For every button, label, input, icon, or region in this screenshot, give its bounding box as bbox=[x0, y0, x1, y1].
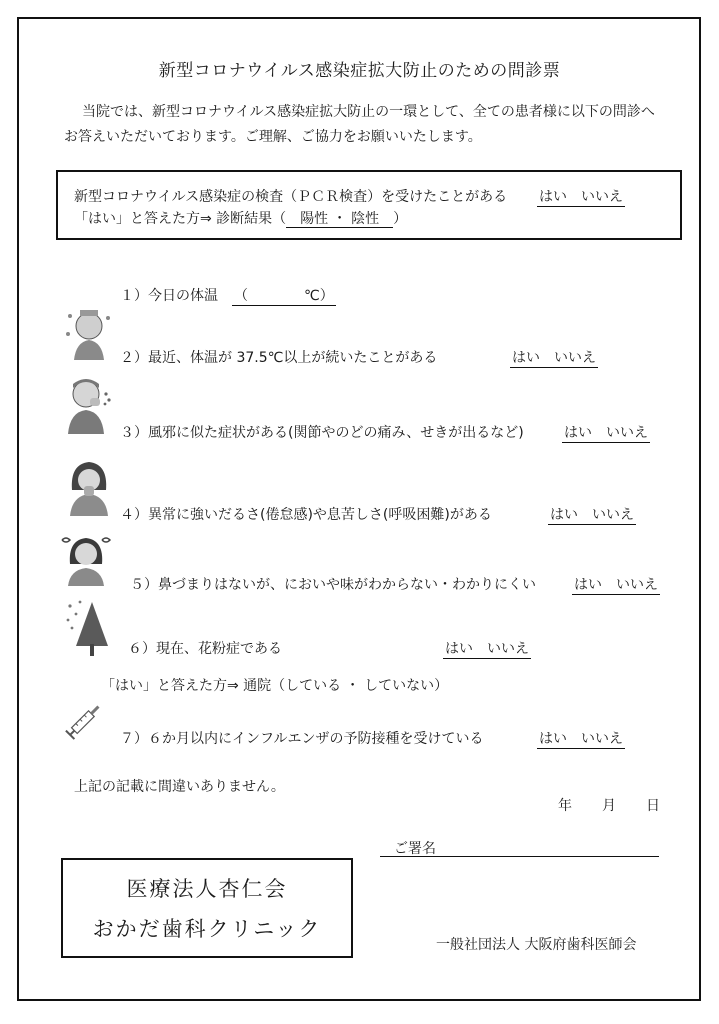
question-5-answer[interactable]: はい いいえ bbox=[574, 577, 658, 593]
date-day[interactable]: 日 bbox=[646, 798, 660, 814]
confirmation-text: 上記の記載に間違いありません。 bbox=[74, 779, 285, 795]
question-2: ２）最近、体温が 37.5℃以上が続いたことがある bbox=[120, 350, 438, 366]
intro-line-2: お答えいただいております。ご理解、ご協力をお願いいたします。 bbox=[64, 129, 482, 145]
pcr-followup-prefix: 「はい」と答えた方⇒ 診断結果（ bbox=[74, 211, 287, 227]
association-name: 一般社団法人 大阪府歯科医師会 bbox=[436, 937, 637, 953]
question-7-answer[interactable]: はい いいえ bbox=[539, 731, 623, 747]
date-month[interactable]: 月 bbox=[602, 798, 616, 814]
question-6-followup[interactable]: 「はい」と答えた方⇒ 通院（している ・ していない） bbox=[101, 678, 449, 694]
pcr-answer[interactable]: はい いいえ bbox=[539, 189, 623, 205]
question-3-answer[interactable]: はい いいえ bbox=[564, 425, 648, 441]
question-6-answer[interactable]: はい いいえ bbox=[445, 641, 529, 657]
date-year[interactable]: 年 bbox=[558, 798, 572, 814]
tired-woman-icon bbox=[66, 456, 112, 516]
coughing-man-icon bbox=[64, 374, 114, 434]
question-4: ４）異常に強いだるさ(倦怠感)や息苦しさ(呼吸困難)がある bbox=[120, 507, 492, 523]
form-title: 新型コロナウイルス感染症拡大防止のための問診票 bbox=[158, 61, 561, 81]
question-5: ５）鼻づまりはないが、においや味がわからない・わかりにくい bbox=[130, 577, 536, 593]
question-1-answer[interactable]: （ ℃） bbox=[234, 288, 334, 304]
question-4-answer[interactable]: はい いいえ bbox=[550, 507, 634, 523]
question-3: ３）風邪に似た症状がある(関節やのどの痛み、せきが出るなど) bbox=[120, 425, 524, 441]
cedar-pollen-icon bbox=[62, 598, 116, 658]
signature-label: ご署名 bbox=[394, 841, 436, 857]
question-1: １）今日の体温 bbox=[120, 288, 218, 304]
question-7: ７）６か月以内にインフルエンザの予防接種を受けている bbox=[120, 731, 484, 747]
fever-person-icon bbox=[62, 304, 114, 360]
pcr-result-choice[interactable]: 陽性 ・ 陰性 bbox=[286, 211, 393, 228]
intro-line-1: 当院では、新型コロナウイルス感染症拡大防止の一環として、全ての患者様に以下の問診へ bbox=[82, 104, 655, 120]
clinic-name-line-1: 医療法人杏仁会 bbox=[126, 877, 288, 901]
pcr-followup-suffix: ） bbox=[393, 211, 408, 227]
pcr-followup bbox=[74, 208, 407, 228]
question-2-answer[interactable]: はい いいえ bbox=[512, 350, 596, 366]
clinic-name-line-2: おかだ歯科クリニック bbox=[92, 917, 322, 941]
intro-text bbox=[64, 100, 702, 150]
pcr-question: 新型コロナウイルス感染症の検査（ＰＣＲ検査）を受けたことがある bbox=[74, 189, 508, 205]
question-6: ６）現在、花粉症である bbox=[128, 641, 282, 657]
signature-line[interactable] bbox=[380, 856, 659, 857]
confused-woman-icon bbox=[58, 530, 114, 586]
syringe-icon bbox=[60, 696, 110, 744]
